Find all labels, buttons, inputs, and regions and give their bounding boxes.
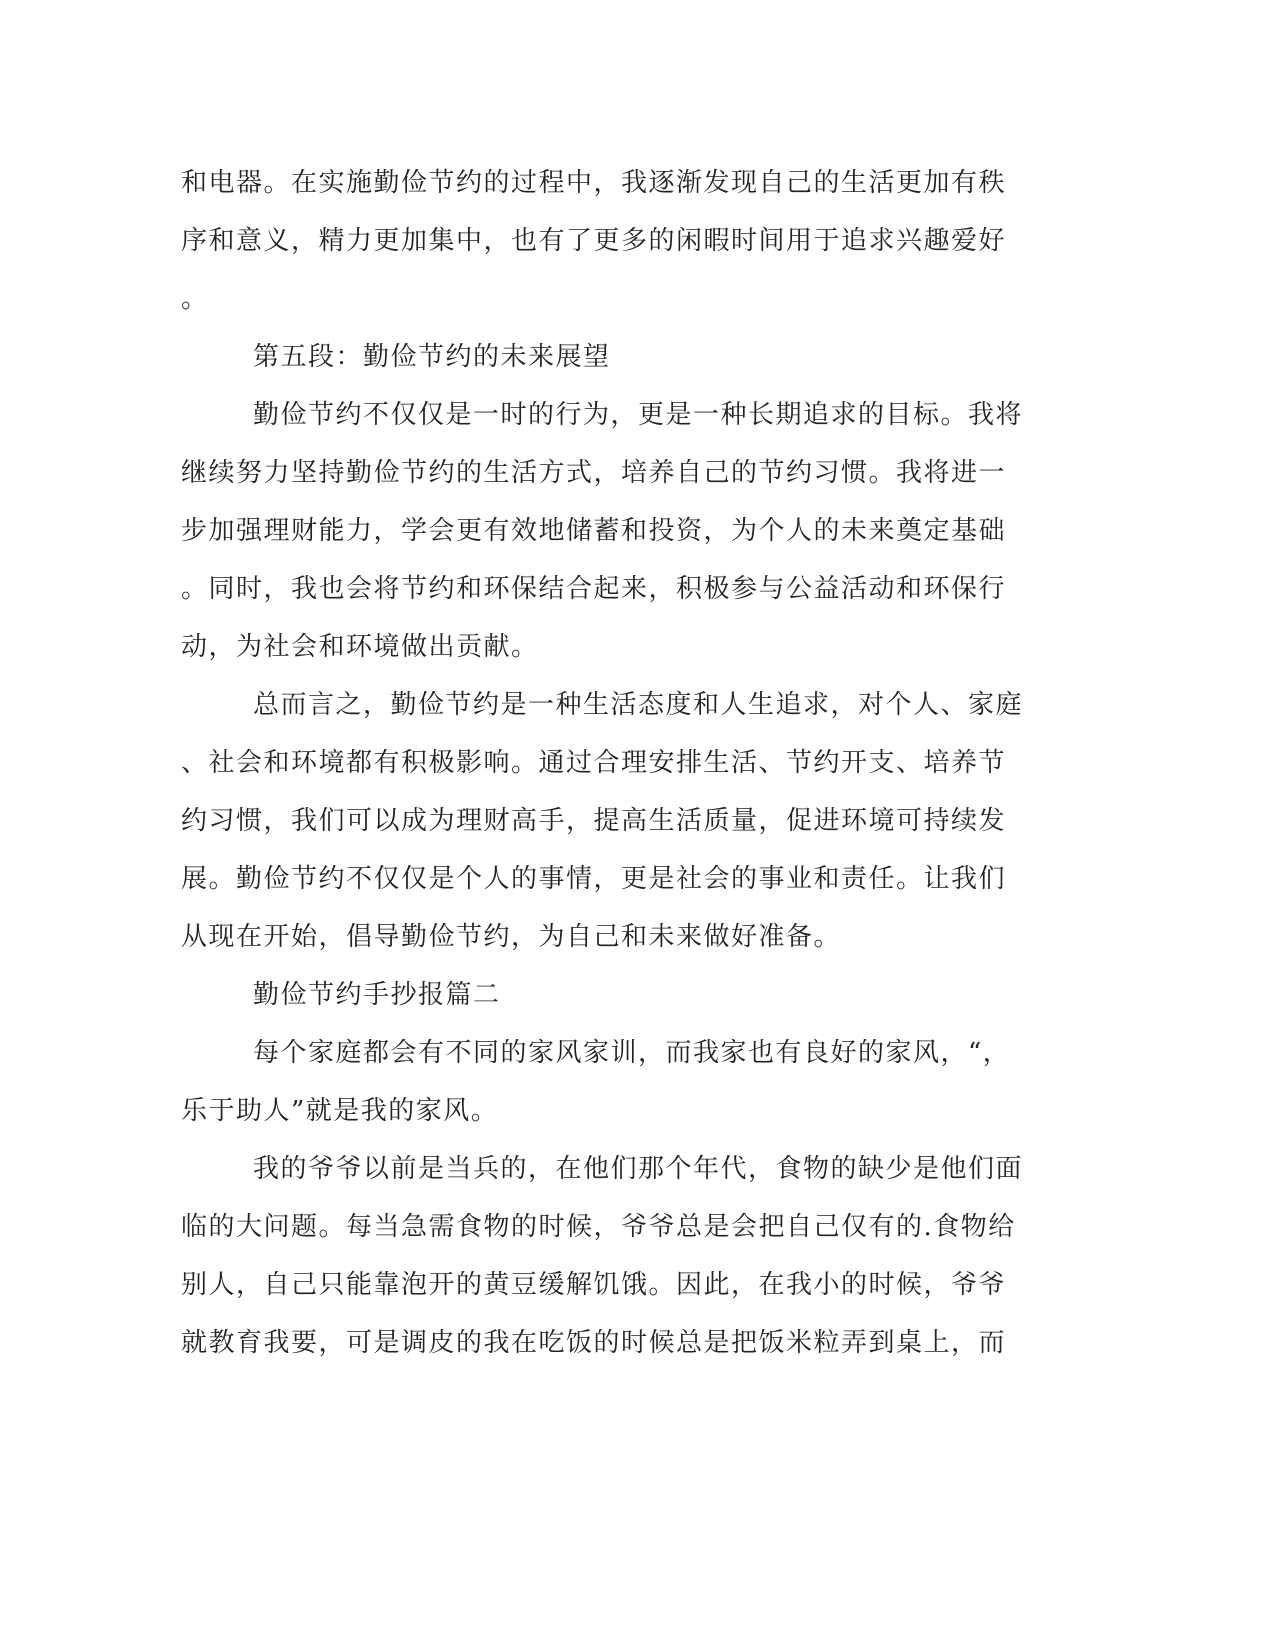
paragraph-first-line: 每个家庭都会有不同的家风家训，而我家也有良好的家风，“，	[253, 1038, 1011, 1068]
paragraph-first-line: 我的爷爷以前是当兵的，在他们那个年代，食物的缺少是他们面	[253, 1154, 1024, 1184]
text-line: 别人，自己只能靠泡开的黄豆缓解饥饿。因此，在我小的时候，爷爷	[181, 1270, 1007, 1300]
text-line: 步加强理财能力，学会更有效地储蓄和投资，为个人的未来奠定基础	[181, 516, 1007, 546]
text-line: 约习惯，我们可以成为理财高手，提高生活质量，促进环境可持续发	[181, 806, 1007, 836]
text-line: 。	[181, 284, 209, 314]
text-line: 序和意义，精力更加集中，也有了更多的闲暇时间用于追求兴趣爱好	[181, 226, 1007, 256]
text-line: 继续努力坚持勤俭节约的生活方式，培养自己的节约习惯。我将进一	[181, 458, 1007, 488]
text-line: 从现在开始，倡导勤俭节约，为自己和未来做好准备。	[181, 922, 842, 952]
section-heading: 勤俭节约手抄报篇二	[253, 980, 501, 1010]
paragraph-first-line: 勤俭节约不仅仅是一时的行为，更是一种长期追求的目标。我将	[253, 400, 1024, 430]
text-line: 临的大问题。每当急需食物的时候，爷爷总是会把自己仅有的.食物给	[181, 1212, 1016, 1242]
text-line: 和电器。在实施勤俭节约的过程中，我逐渐发现自己的生活更加有秩	[181, 168, 1007, 198]
text-line: 乐于助人”就是我的家风。	[181, 1096, 499, 1126]
text-line: 动，为社会和环境做出贡献。	[181, 632, 539, 662]
text-line: 。同时，我也会将节约和环保结合起来，积极参与公益活动和环保行	[181, 574, 1007, 604]
paragraph-first-line: 总而言之，勤俭节约是一种生活态度和人生追求，对个人、家庭	[253, 690, 1024, 720]
section-heading: 第五段：勤俭节约的未来展望	[253, 342, 611, 372]
text-line: 就教育我要，可是调皮的我在吃饭的时候总是把饭米粒弄到桌上，而	[181, 1328, 1007, 1358]
text-line: 、社会和环境都有积极影响。通过合理安排生活、节约开支、培养节	[181, 748, 1007, 778]
text-line: 展。勤俭节约不仅仅是个人的事情，更是社会的事业和责任。让我们	[181, 864, 1007, 894]
